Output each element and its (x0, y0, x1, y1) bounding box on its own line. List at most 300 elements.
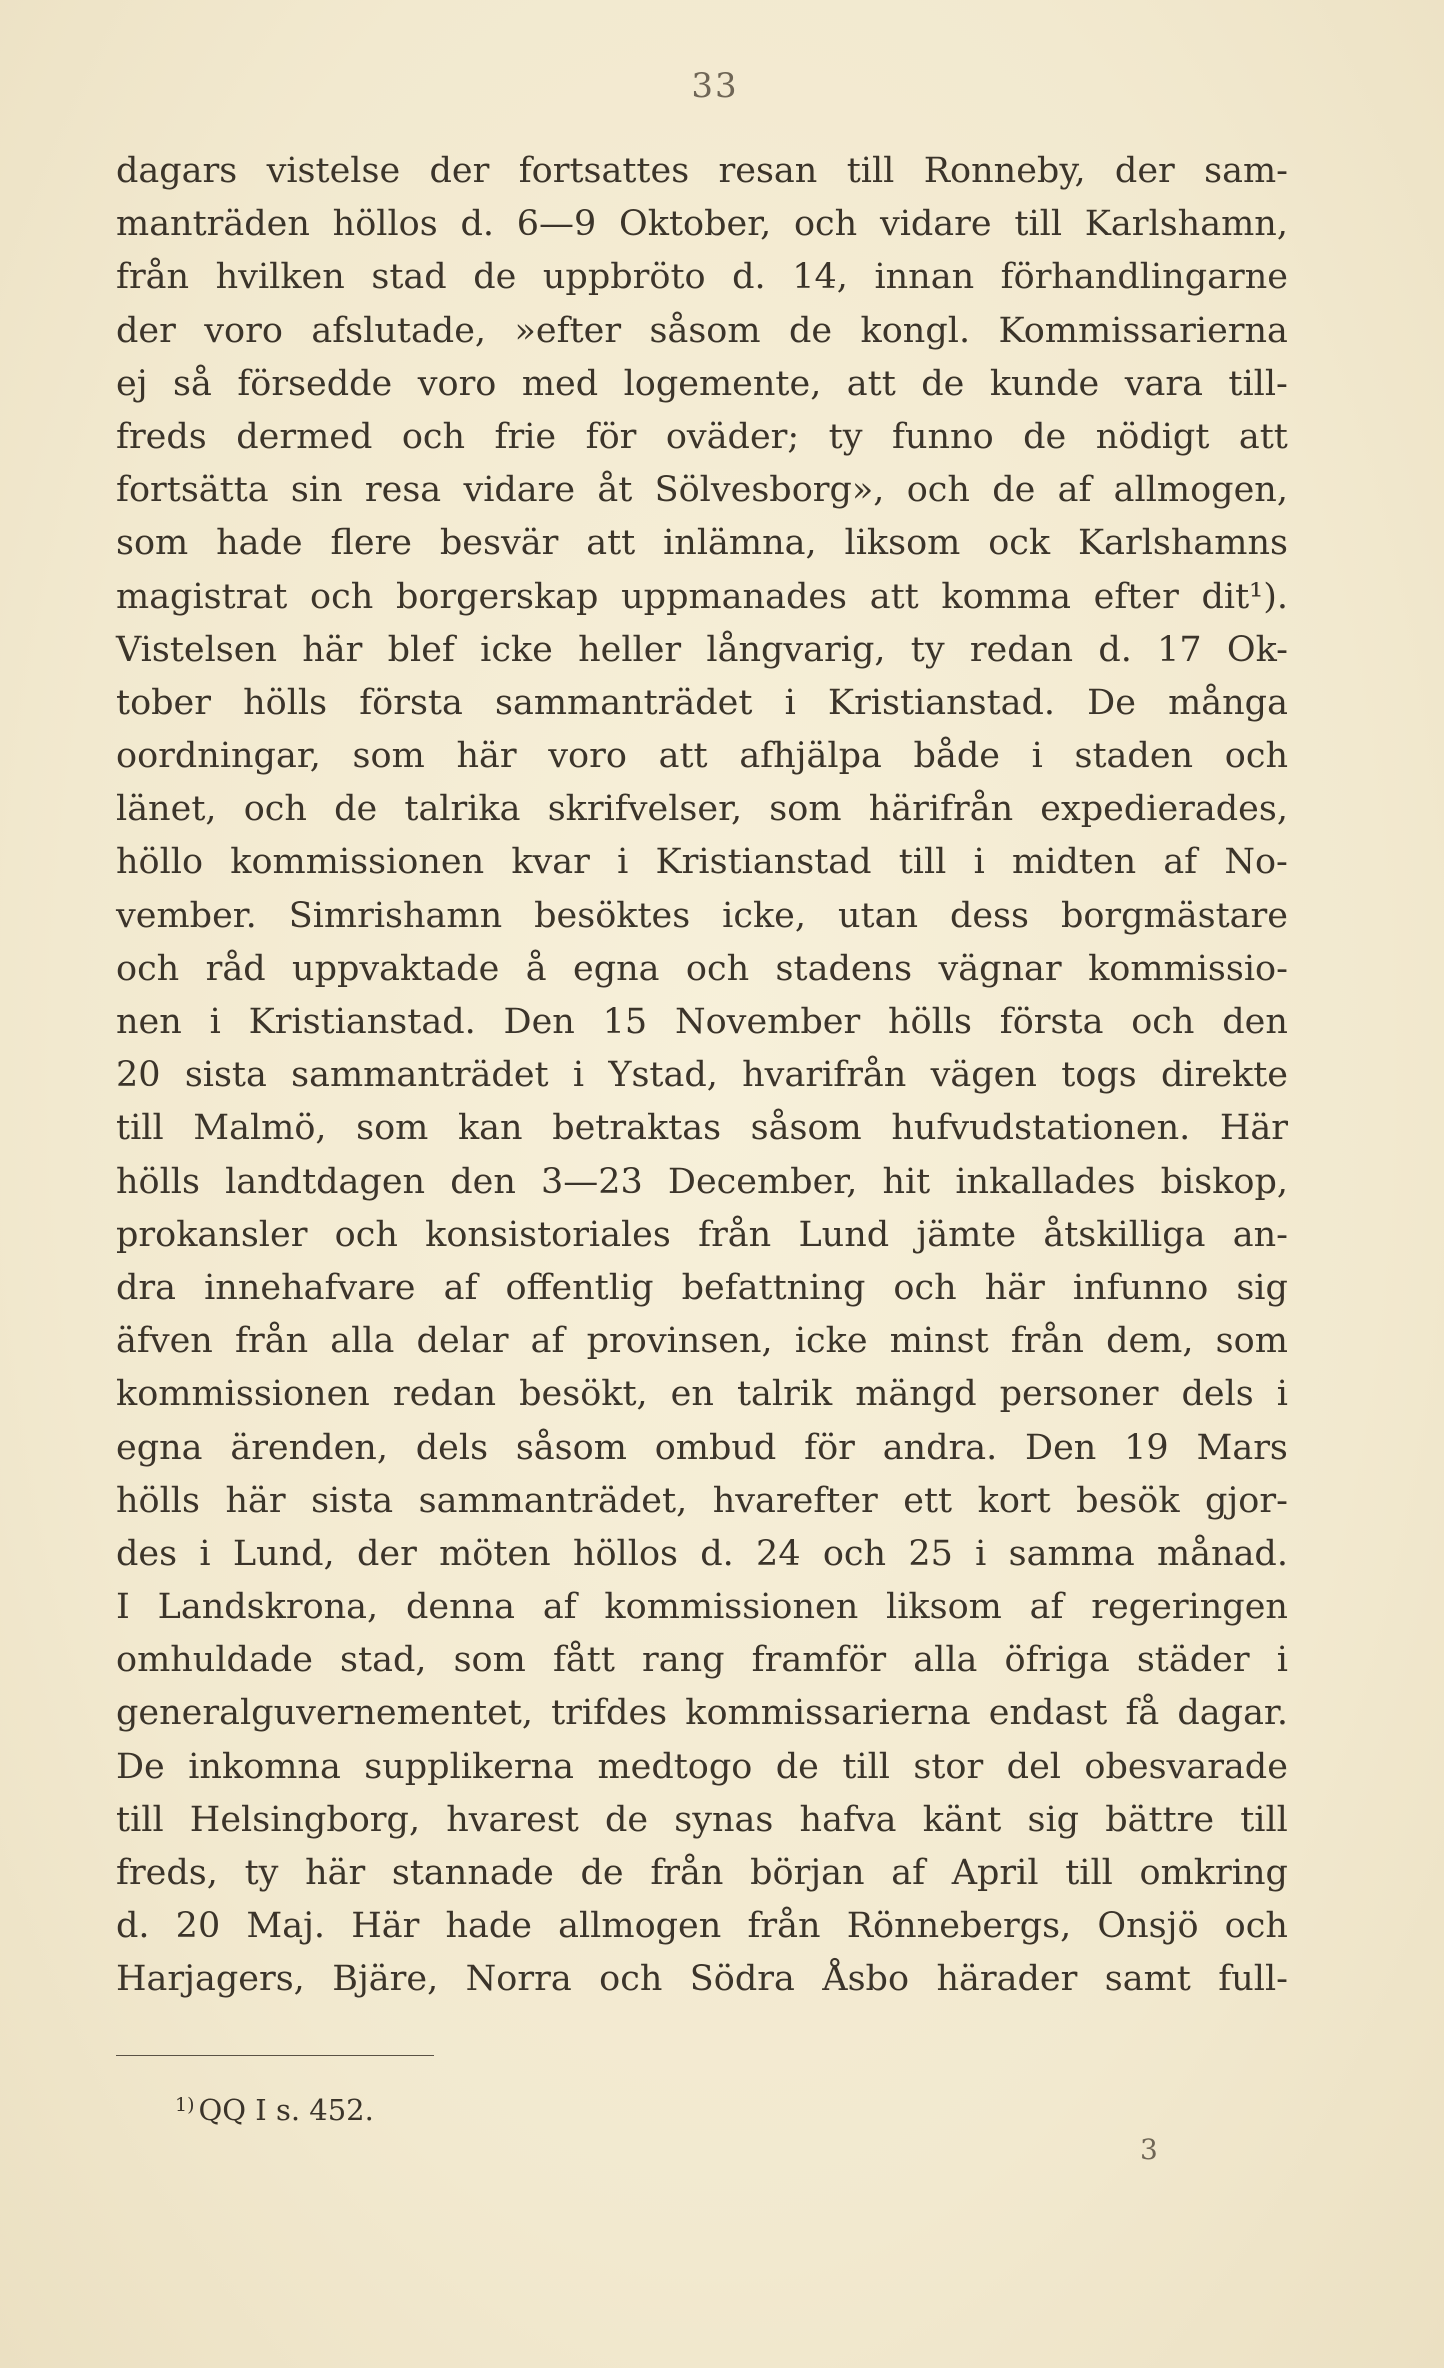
text-word: Ronneby, (923, 151, 1086, 191)
text-line (116, 624, 1288, 677)
text-word: af (542, 1587, 577, 1628)
text-word: provinsen, (586, 1321, 773, 1362)
text-word: ty (244, 1853, 279, 1893)
text-line (116, 1741, 1288, 1794)
text-word: funno (891, 416, 994, 457)
text-word: andra. (882, 1427, 998, 1468)
text-word: att (586, 523, 636, 564)
text-word: från (650, 1853, 724, 1893)
text-word: nödigt (1095, 416, 1210, 457)
text-line (116, 305, 1288, 358)
text-word: kort (977, 1480, 1051, 1521)
text-line (116, 1049, 1288, 1102)
text-line (116, 730, 1288, 783)
text-word: Kristianstad. (827, 682, 1056, 723)
text-word: dels (415, 1427, 489, 1468)
text-word: hvarest (446, 1799, 579, 1840)
text-word: kommissionen (230, 842, 485, 883)
text-word: härifrån (868, 789, 1014, 830)
text-word: egna (572, 948, 660, 989)
text-word: kongl. (860, 310, 971, 351)
text-word: redan (392, 1374, 497, 1415)
text-word: till (1014, 204, 1063, 245)
text-word: d. (700, 1533, 734, 1574)
text-word: vägnar (938, 948, 1062, 989)
text-word: dra (116, 1267, 177, 1308)
text-word: sig (1027, 1799, 1080, 1840)
text-word: dagar. (1177, 1693, 1288, 1734)
text-word: Kristianstad (655, 842, 872, 883)
text-word: och (1131, 1002, 1195, 1042)
text-word: 6—9 (516, 204, 597, 245)
text-word: stadens (775, 948, 913, 989)
text-word: i (1276, 1640, 1288, 1681)
text-line (116, 783, 1288, 836)
text-word: här (305, 1853, 366, 1893)
text-word: Maj. (246, 1906, 326, 1947)
text-word: Lund (798, 1214, 890, 1255)
text-line (116, 1794, 1288, 1847)
text-word: innehafvare (204, 1267, 416, 1308)
text-word: Kommissarierna (998, 310, 1288, 351)
text-word: från (116, 257, 190, 298)
text-word: råd (205, 948, 266, 989)
text-word: och (599, 1959, 663, 2000)
text-word: i (1276, 1374, 1288, 1415)
text-word: stannade (391, 1853, 554, 1893)
text-word: att (658, 736, 708, 777)
text-word: vidare (463, 470, 576, 511)
text-word: besökt, (519, 1374, 648, 1415)
text-line (116, 1634, 1288, 1687)
text-word: full- (1218, 1959, 1288, 2000)
text-word: borgmästare (1060, 895, 1288, 936)
text-word: d. (1098, 629, 1132, 670)
text-word: innan (874, 257, 975, 298)
text-word: som (356, 1108, 429, 1149)
text-word: Sölvesborg», (654, 470, 885, 511)
text-word: afslutade, (311, 310, 487, 351)
text-word: dagars (116, 151, 238, 191)
text-word: en (670, 1374, 714, 1415)
text-word: att (846, 363, 896, 404)
text-word: »efter (514, 310, 622, 351)
text-word: här (302, 629, 363, 670)
text-word: icke (480, 629, 553, 670)
text-word: de (992, 470, 1036, 511)
footnote-text: QQ I s. 452. (198, 2093, 374, 2127)
text-word: hvarefter (712, 1480, 878, 1521)
text-line (116, 145, 1288, 198)
text-word: Oktober, (619, 204, 772, 245)
text-word: att (869, 576, 919, 617)
text-line (116, 1475, 1288, 1528)
text-word: regeringen (1091, 1587, 1288, 1628)
text-word: sam- (1204, 151, 1288, 191)
text-word: stad, (340, 1640, 427, 1681)
text-word: hit (882, 1161, 931, 1202)
text-word: biskop, (1160, 1161, 1288, 1202)
text-word: hafva (799, 1799, 897, 1840)
text-word: och (334, 1214, 398, 1255)
text-word: i (572, 1055, 585, 1096)
text-word: Harjagers, (116, 1959, 305, 2000)
text-word: uppvaktade (292, 948, 500, 989)
text-word: supplikerna (364, 1746, 575, 1787)
text-word: första (359, 682, 463, 723)
text-word: Karlshamns (1077, 523, 1288, 564)
text-word: och (243, 789, 307, 830)
text-line (116, 1422, 1288, 1475)
text-word: mängd (855, 1374, 977, 1415)
text-word: besök (1076, 1480, 1180, 1521)
text-word: De (116, 1746, 165, 1787)
text-word: till- (1228, 363, 1288, 404)
text-word: hvilken (215, 257, 345, 298)
text-word: att (1238, 416, 1288, 457)
text-word: talrika (404, 789, 521, 830)
text-word: uppbröto (542, 257, 706, 298)
text-word: der (356, 1533, 417, 1574)
text-word: tober (116, 682, 211, 723)
text-word: Här (351, 1906, 420, 1947)
text-word: No- (1224, 842, 1288, 883)
text-word: dermed (236, 416, 373, 457)
text-word: rang (642, 1640, 725, 1681)
text-word: till (116, 1108, 164, 1149)
text-word: och (401, 416, 466, 457)
text-word: och (685, 948, 750, 989)
text-word: här (225, 1480, 286, 1521)
text-word: borgerskap (395, 576, 599, 617)
text-word: länet, (116, 789, 217, 830)
text-word: vidare (879, 204, 992, 245)
text-word: och (893, 1267, 957, 1308)
text-word: möten (439, 1533, 551, 1574)
text-word: såsom (649, 310, 761, 351)
text-word: höllo (116, 842, 204, 883)
text-word: jämte (916, 1214, 1017, 1255)
text-word: äfven (116, 1321, 213, 1362)
text-word: dit¹). (1201, 576, 1288, 617)
text-word: kvar (511, 842, 590, 883)
text-word: inkallades (955, 1161, 1136, 1202)
text-word: i (1031, 736, 1043, 777)
text-word: från (747, 1906, 821, 1947)
text-word: liksom (844, 523, 961, 564)
text-word: kommissarierna (685, 1693, 971, 1734)
text-word: sista (311, 1480, 394, 1521)
text-word: generalguvernementet, (116, 1693, 533, 1734)
text-word: få (1125, 1693, 1160, 1734)
text-word: besöktes (534, 895, 691, 936)
text-line (116, 1209, 1288, 1262)
text-word: offentlig (505, 1267, 654, 1308)
text-word: af (1163, 842, 1198, 883)
text-word: Rönnebergs, (846, 1906, 1072, 1947)
text-word: kommissionen (604, 1587, 859, 1628)
text-word: Vistelsen (116, 629, 278, 670)
text-word: hade (216, 523, 303, 564)
text-word: icke (794, 1321, 868, 1362)
text-word: fortsattes (518, 151, 690, 191)
text-word: de (473, 257, 517, 298)
text-word: d. (732, 257, 766, 298)
text-word: hölls (116, 1480, 200, 1521)
text-word: heller (578, 629, 682, 670)
text-word: resa (364, 470, 442, 511)
text-word: i (209, 1002, 221, 1042)
text-line (116, 1847, 1288, 1900)
text-word: som (769, 789, 842, 830)
text-line (116, 198, 1288, 251)
text-word: hade (445, 1906, 532, 1947)
text-word: afhjälpa (739, 736, 882, 777)
text-word: från (235, 1321, 309, 1362)
text-word: och (1224, 1906, 1288, 1947)
text-word: af (530, 1321, 565, 1362)
text-word: endast (988, 1693, 1108, 1734)
text-word: an- (1232, 1214, 1288, 1255)
text-word: 17 (1157, 629, 1202, 670)
text-line (116, 1368, 1288, 1421)
text-word: förhandlingarne (1000, 257, 1288, 298)
text-word: långvarig, (706, 629, 886, 670)
text-word: framför (751, 1640, 887, 1681)
text-word: ock (988, 523, 1051, 564)
text-word: togs (1061, 1055, 1137, 1096)
text-word: voro (548, 736, 627, 777)
text-word: de (580, 1853, 624, 1893)
text-word: ej (116, 363, 148, 404)
text-word: sammanträdet, (418, 1480, 688, 1521)
text-word: Norra (465, 1959, 572, 2000)
text-word: Åsbo (822, 1959, 910, 2000)
text-word: I (116, 1587, 130, 1628)
text-word: 15 (602, 1002, 648, 1042)
text-word: Den (1025, 1427, 1097, 1468)
text-word: så (173, 363, 212, 404)
text-word: dem, (1106, 1321, 1194, 1362)
text-word: de (921, 363, 965, 404)
text-word: från (1010, 1321, 1084, 1362)
text-word: hölls (243, 682, 328, 723)
text-word: vara (1124, 363, 1203, 404)
text-word: voro (417, 363, 497, 404)
text-word: Onsjö (1097, 1906, 1199, 1947)
text-word: Södra (689, 1959, 795, 2000)
text-line (116, 1262, 1288, 1315)
text-word: å (525, 948, 547, 989)
text-word: Simrishamn (288, 895, 503, 936)
text-word: skrifvelser, (547, 789, 743, 830)
text-word: d. (460, 204, 494, 245)
text-word: till (1240, 1799, 1288, 1840)
text-word: såsom (515, 1427, 627, 1468)
text-word: höllos (572, 1533, 678, 1574)
text-word: och (310, 576, 374, 617)
text-word: alla (330, 1321, 395, 1362)
signature-mark: 3 (1140, 2133, 1158, 2166)
text-line (116, 1315, 1288, 1368)
text-word: 20 (116, 1055, 161, 1096)
text-word: icke, (722, 895, 807, 936)
text-word: oväder; (665, 416, 800, 457)
text-word: der (1114, 151, 1175, 191)
text-word: som (453, 1640, 526, 1681)
text-word: som (352, 736, 425, 777)
text-word: besvär (439, 523, 559, 564)
text-line (116, 1528, 1288, 1581)
text-word: Lund, (232, 1533, 335, 1574)
text-word: början (750, 1853, 865, 1893)
text-word: vägen (930, 1055, 1037, 1096)
text-word: voro (204, 310, 283, 351)
text-line (116, 1687, 1288, 1740)
text-word: d. (116, 1906, 150, 1947)
text-line (116, 996, 1288, 1049)
text-word: öfriga (1004, 1640, 1110, 1681)
text-word: känt (922, 1799, 1002, 1840)
text-word: 20 (175, 1906, 221, 1947)
text-word: resan (718, 151, 818, 191)
text-word: liksom (886, 1587, 1002, 1628)
text-word: prokansler (116, 1214, 308, 1255)
text-word: 25 (908, 1533, 953, 1574)
text-word: första (999, 1002, 1104, 1042)
text-word: Här (1219, 1108, 1288, 1149)
text-word: från (698, 1214, 772, 1255)
text-word: sin (290, 470, 343, 511)
text-word: till (116, 1799, 164, 1840)
footnote (175, 2085, 374, 2130)
text-word: redan (969, 629, 1074, 670)
text-word: Kristianstad. (248, 1002, 476, 1042)
text-word: och (822, 1533, 887, 1574)
text-word: frie (494, 416, 557, 457)
text-line (116, 1900, 1288, 1953)
text-word: der (429, 151, 490, 191)
text-word: höllos (332, 204, 438, 245)
text-word: infunno (1072, 1267, 1209, 1308)
text-word: logemente, (623, 363, 822, 404)
text-word: talrik (736, 1374, 833, 1415)
text-word: stad (371, 257, 447, 298)
text-word: i (617, 842, 629, 883)
text-word: inlämna, (663, 523, 817, 564)
text-word: Karlshamn, (1084, 204, 1288, 245)
text-word: freds, (116, 1853, 218, 1893)
text-word: till (898, 842, 947, 883)
text-word: och (1224, 736, 1288, 777)
text-word: af (1057, 470, 1092, 511)
text-word: hvarifrån (742, 1055, 907, 1096)
text-word: hölls (888, 1002, 972, 1042)
text-word: minst (889, 1321, 989, 1362)
text-word: den (1222, 1002, 1288, 1042)
text-word: ärenden, (230, 1427, 388, 1468)
text-line (116, 411, 1288, 464)
text-word: kommissio- (1088, 948, 1288, 989)
text-word: konsistoriales (425, 1214, 671, 1255)
body-text (116, 145, 1288, 2007)
text-word: stor (913, 1746, 984, 1787)
text-word: kunde (989, 363, 1100, 404)
text-word: såsom (750, 1108, 862, 1149)
text-word: De (1087, 682, 1136, 723)
text-word: manträden (116, 204, 310, 245)
text-word: Ystad, (608, 1055, 718, 1096)
text-word: och (906, 470, 970, 511)
text-word: sista (184, 1055, 267, 1096)
text-word: samt (1104, 1959, 1191, 2000)
text-word: synas (674, 1799, 774, 1840)
text-word: Helsingborg, (189, 1799, 421, 1840)
text-word: de (1023, 416, 1067, 457)
text-word: 3—23 (540, 1161, 643, 1202)
text-word: omkring (1139, 1853, 1288, 1893)
text-word: omhuldade (116, 1640, 313, 1681)
text-word: obesvarade (1084, 1746, 1288, 1787)
text-word: åtskilliga (1043, 1214, 1206, 1255)
text-word: December, (667, 1161, 858, 1202)
text-word: landtdagen (225, 1161, 426, 1202)
text-word: som (116, 523, 189, 564)
text-word: här (456, 736, 517, 777)
page-number: 33 (691, 66, 739, 106)
text-line (116, 836, 1288, 889)
text-word: de (334, 789, 378, 830)
text-line (116, 1581, 1288, 1634)
text-word: af (891, 1853, 926, 1893)
text-line (116, 677, 1288, 730)
text-word: de (788, 310, 833, 351)
text-word: ty (828, 416, 863, 457)
text-line (116, 517, 1288, 570)
text-word: här (984, 1267, 1045, 1308)
text-word: samma (1008, 1533, 1135, 1574)
text-word: sig (1236, 1267, 1288, 1308)
text-word: fortsätta (116, 470, 269, 511)
text-word: ett (903, 1480, 953, 1521)
footnote-marker: 1) (175, 2094, 195, 2116)
text-word: de (775, 1746, 819, 1787)
text-word: Ok- (1226, 629, 1288, 670)
text-word: och (116, 948, 180, 989)
text-word: Mars (1196, 1427, 1288, 1468)
text-word: flere (330, 523, 413, 564)
text-word: delar (416, 1321, 509, 1362)
text-word: egna (116, 1427, 203, 1468)
text-word: af (1029, 1587, 1064, 1628)
text-line (116, 890, 1288, 943)
text-line (116, 1953, 1288, 2006)
text-word: efter (1093, 576, 1179, 617)
text-word: fått (552, 1640, 615, 1681)
text-word: Den (503, 1002, 575, 1042)
text-word: många (1168, 682, 1288, 723)
text-word: med (521, 363, 599, 404)
text-word: för (585, 416, 637, 457)
text-line (116, 464, 1288, 517)
text-word: till (846, 151, 895, 191)
text-word: medtogo (597, 1746, 753, 1787)
text-word: 14, (792, 257, 848, 298)
text-word: nen (116, 1002, 182, 1042)
text-word: gjor- (1205, 1480, 1288, 1521)
text-word: hufvudstationen. (891, 1108, 1191, 1149)
text-line (116, 1156, 1288, 1209)
